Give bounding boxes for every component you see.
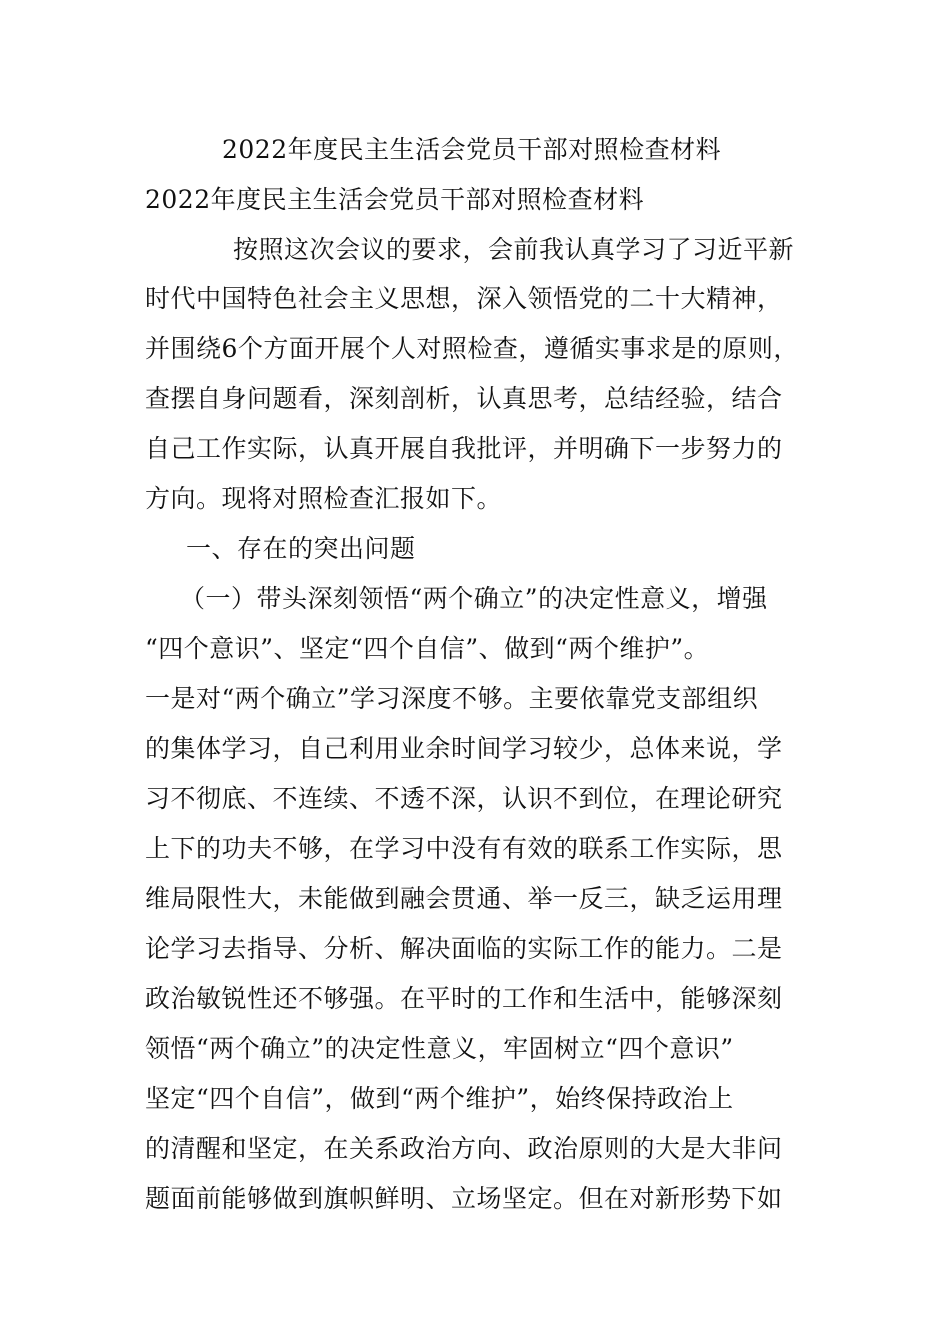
body-line: 的清醒和坚定，在关系政治方向、政治原则的大是大非问 xyxy=(145,1134,783,1163)
body-line: 论学习去指导、分析、解决面临的实际工作的能力。二是 xyxy=(145,934,783,963)
body-line: 自己工作实际，认真开展自我批评，并明确下一步努力的 xyxy=(145,434,783,463)
section-heading: 一、存在的突出问题 xyxy=(186,534,416,563)
body-line: 方向。现将对照检查汇报如下。 xyxy=(145,484,503,513)
body-line: 的集体学习，自己利用业余时间学习较少，总体来说，学 xyxy=(145,734,783,763)
body-line: 按照这次会议的要求，会前我认真学习了习近平新 xyxy=(233,235,795,264)
body-line: 维局限性大，未能做到融会贯通、举一反三，缺乏运用理 xyxy=(145,884,783,913)
body-line: 习不彻底、不连续、不透不深，认识不到位，在理论研究 xyxy=(145,784,783,813)
document-title: 2022年度民主生活会党员干部对照检查材料 xyxy=(145,185,645,214)
document-title-centered: 2022年度民主生活会党员干部对照检查材料 xyxy=(222,135,722,164)
body-line: 上下的功夫不够，在学习中没有有效的联系工作实际，思 xyxy=(145,834,783,863)
body-line: 题面前能够做到旗帜鲜明、立场坚定。但在对新形势下如 xyxy=(145,1184,783,1213)
subsection-heading: （一）带头深刻领悟“两个确立”的决定性意义，增强 xyxy=(180,584,768,613)
body-line: “四个意识”、坚定“四个自信”、做到“两个维护”。 xyxy=(145,634,710,663)
body-line: 领悟“两个确立”的决定性意义，牢固树立“四个意识” xyxy=(145,1034,734,1063)
body-line: 政治敏锐性还不够强。在平时的工作和生活中，能够深刻 xyxy=(145,984,783,1013)
body-line: 一是对“两个确立”学习深度不够。主要依靠党支部组织 xyxy=(145,684,759,713)
body-line: 时代中国特色社会主义思想，深入领悟党的二十大精神， xyxy=(145,284,783,313)
body-line: 坚定“四个自信”，做到“两个维护”，始终保持政治上 xyxy=(145,1084,734,1113)
body-line: 查摆自身问题看，深刻剖析，认真思考，总结经验，结合 xyxy=(145,384,783,413)
body-line: 并围绕6个方面开展个人对照检查，遵循实事求是的原则， xyxy=(145,334,799,363)
